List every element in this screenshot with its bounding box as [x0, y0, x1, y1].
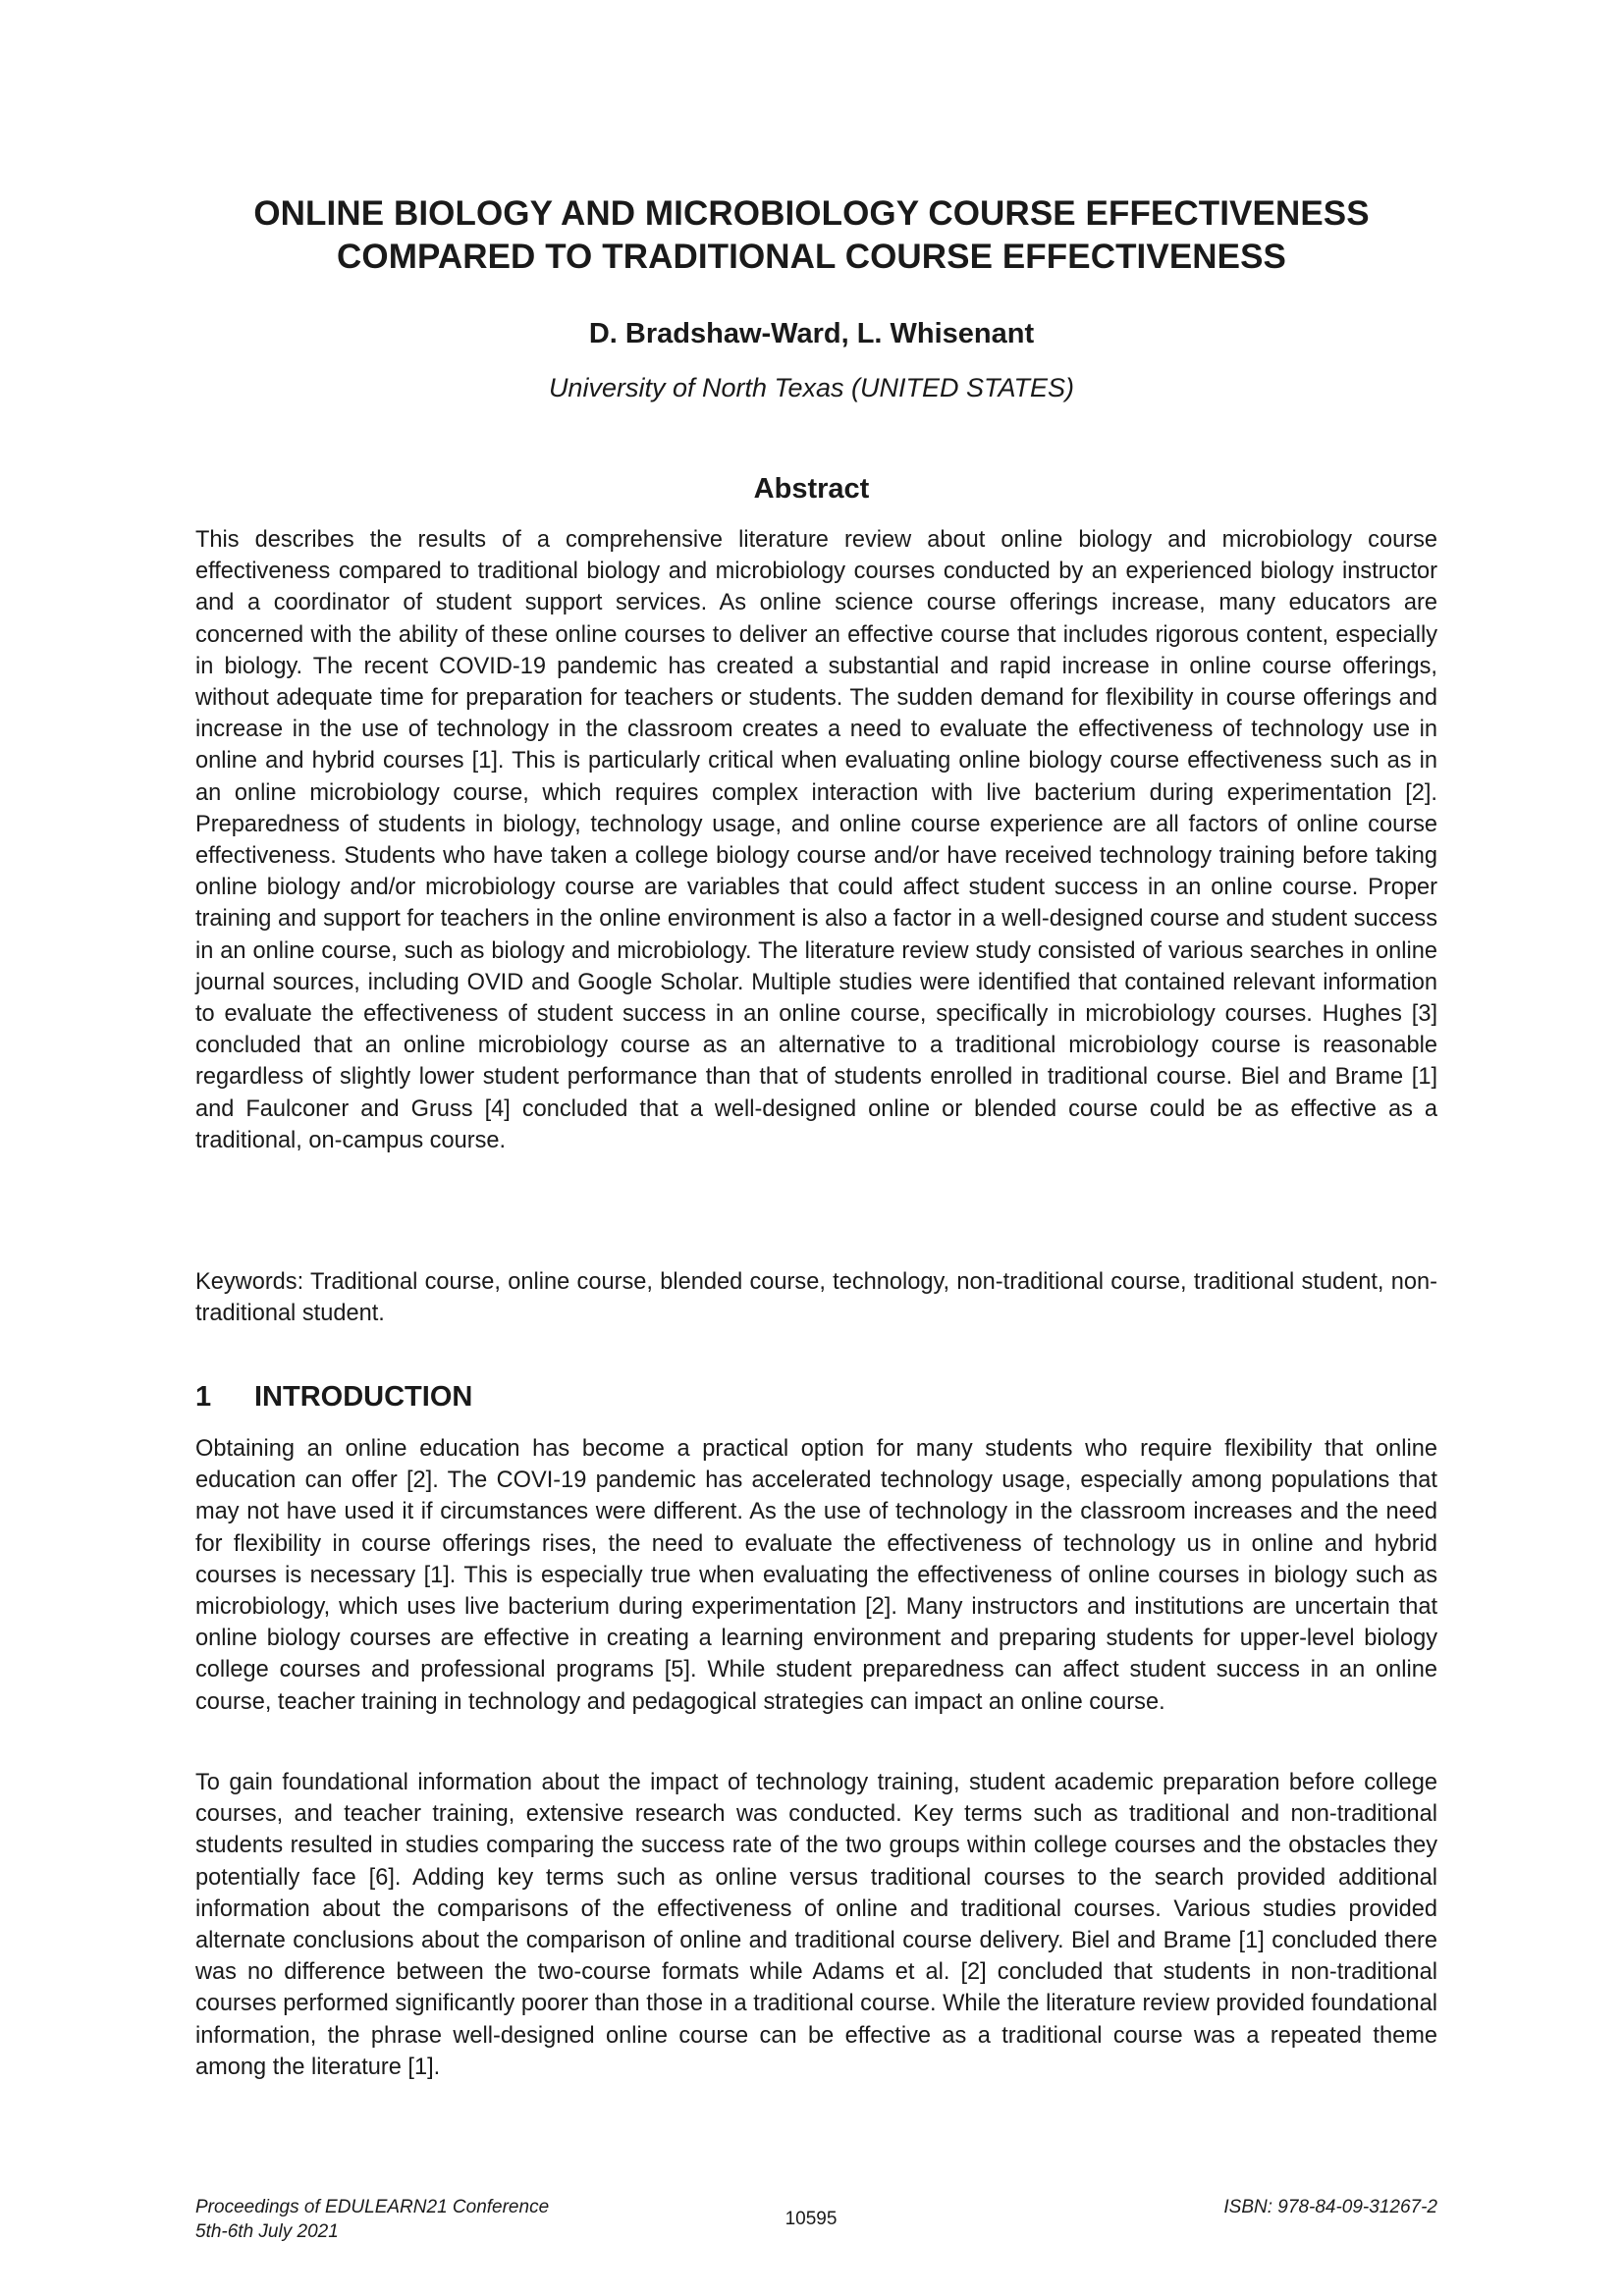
footer-proceedings [195, 2195, 549, 2244]
paper-title [147, 192, 1476, 279]
section-number: 1 [195, 1381, 212, 1413]
paper-title-line-1: ONLINE BIOLOGY AND MICROBIOLOGY COURSE EFFECTIVENESS [253, 194, 1370, 233]
introduction-paragraph-1: Obtaining an online education has become a practical option for many students who require flexibility that online education can offer [2]. The COVI-19 pandemic has accelerated technology usage, especially among populations that may not have used it if circumstances were different. As the use of technology in the classroom increases and the need for flexibility in course offerings rises, the need to evaluate the effectiveness of technology us in online and hybrid courses is necessary [1]. This is especially true when evaluating the effectiveness of online courses in biology such as microbiology, which uses live bacterium during experimentation [2]. Many instructors and institutions are uncertain that online biology courses are effective in creating a learning environment and preparing students for upper-level biology college courses and professional programs [5]. While student preparedness can affect student success in an online course, teacher training in technology and pedagogical strategies can impact an online course. [195, 1436, 1437, 1715]
footer-proceedings-title: Proceedings of EDULEARN21 Conference [195, 2197, 550, 2217]
paper-affiliation: University of North Texas (UNITED STATES) [548, 373, 1075, 402]
page-number: 10595 [784, 2209, 838, 2229]
keywords: Keywords: Traditional course, online course, blended course, technology, non-traditional course, traditional student, non-traditional student. [195, 1269, 1437, 1327]
section-title: INTRODUCTION [254, 1381, 473, 1413]
footer-isbn: ISBN: 978-84-09-31267-2 [1223, 2197, 1437, 2217]
abstract-text: This describes the results of a comprehensive literature review about online biology and microbiology course effectiveness compared to traditional biology and microbiology courses conducted by an experienced biology instructor and a coordinator of student support services. As online science course offerings increase, many educators are concerned with the ability of these online courses to deliver an effective course that includes rigorous content, especially in biology. The recent COVID-19 pandemic has created a substantial and rapid increase in online course offerings, without adequate time for preparation for teachers or students. The sudden demand for flexibility in course offerings and increase in the use of technology in the classroom creates a need to evaluate the effectiveness of technology use in online and hybrid courses [1]. This is particularly critical when evaluating online biology course effectiveness such as in an online microbiology course, which requires complex interaction with live bacterium during experimentation [2]. Preparedness of students in biology, technology usage, and online course experience are all factors of online course effectiveness. Students who have taken a college biology course and/or have received technology training before taking online biology and/or microbiology course are variables that could affect student success in an online course. Proper training and support for teachers in the online environment is also a factor in a well-designed course and student success in an online course, such as biology and microbiology. The literature review study consisted of various searches in online journal sources, including OVID and Google Scholar. Multiple studies were identified that contained relevant information to evaluate the effectiveness of student success in an online course, specifically in microbiology courses. Hughes [3] concluded that an online microbiology course as an alternative to a traditional microbiology course is reasonable regardless of slightly lower student performance than that of students enrolled in traditional course. Biel and Brame [1] and Faulconer and Gruss [4] concluded that a well-designed online or blended course could be as effective as a traditional, on-campus course. [195, 527, 1437, 1153]
abstract-heading: Abstract [753, 473, 870, 505]
introduction-paragraph-2: To gain foundational information about the impact of technology training, student academic preparation before college courses, and teacher training, extensive research was conducted. Key terms such as traditional and non-traditional students resulted in studies comparing the success rate of the two groups within college courses and the obstacles they potentially face [6]. Adding key terms such as online versus traditional courses to the search provided additional information about the comparisons of the effectiveness of online and traditional courses. Various studies provided alternate conclusions about the comparison of online and traditional course delivery. Biel and Brame [1] concluded there was no difference between the two-course formats while Adams et al. [2] concluded that students in non-traditional courses performed significantly poorer than those in a traditional course. While the literature review provided foundational information, the phrase well-designed online course can be effective as a traditional course was a repeated theme among the literature [1]. [195, 1770, 1437, 2080]
paper-title-line-2: COMPARED TO TRADITIONAL COURSE EFFECTIVENESS [337, 238, 1286, 276]
footer-proceedings-date: 5th-6th July 2021 [195, 2221, 339, 2242]
paper-authors: D. Bradshaw-Ward, L. Whisenant [588, 318, 1035, 349]
section-heading-introduction [195, 1379, 1437, 1415]
